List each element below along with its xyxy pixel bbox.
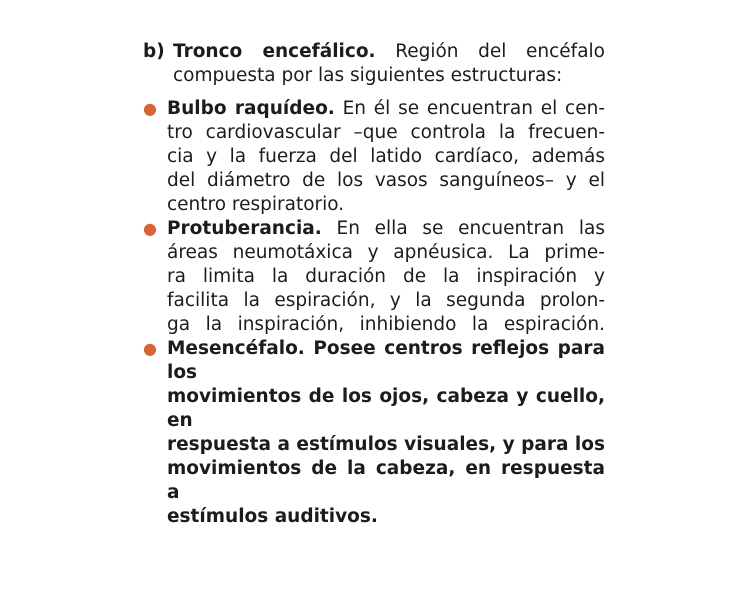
list-item-protuberancia: [143, 217, 605, 337]
item-line: estímulos auditivos.: [167, 506, 378, 527]
list-item-body: [167, 217, 605, 337]
section-marker: b): [143, 41, 165, 62]
section-line-1: [173, 40, 605, 64]
item-line: del diámetro de los vasos sanguíneos– y el: [167, 170, 605, 191]
item-line: ra limita la duración de la inspiración y: [167, 266, 605, 287]
list-item-body: [167, 337, 605, 529]
list-item-bulbo: [143, 97, 605, 217]
item-line: [167, 217, 605, 241]
item-line: respuesta a estímulos visuales, y para los: [167, 434, 605, 455]
item-line-text: Posee centros reflejos para los: [167, 338, 605, 383]
item-line: tro cardiovascular –que controla la frecuen-: [167, 122, 605, 143]
item-line: cia y la fuerza del latido cardíaco, además: [167, 146, 605, 167]
item-line: movimientos de los ojos, cabeza y cuello, en: [167, 386, 605, 431]
item-line-text: En ella se encuentran las: [321, 218, 605, 239]
item-term: Protuberancia.: [167, 218, 322, 239]
item-line: movimientos de la cabeza, en respuesta a: [167, 458, 605, 503]
item-term: Bulbo raquídeo.: [167, 98, 335, 119]
section-line-1-text: Región del encéfalo: [375, 41, 605, 62]
bullet-icon: ●: [143, 219, 157, 238]
bullet-icon: ●: [143, 339, 157, 358]
list-item-mesencefalo: [143, 337, 605, 529]
structure-list: [143, 97, 605, 529]
list-item-body: [167, 97, 605, 217]
section-term: Tronco encefálico.: [173, 41, 376, 62]
document-page: [143, 40, 605, 529]
item-term: Mesencéfalo.: [167, 338, 305, 359]
section-intro: [173, 40, 605, 88]
bullet-icon: ●: [143, 99, 157, 118]
item-line: ga la inspiración, inhibiendo la espiración.: [167, 314, 605, 335]
item-line-text: En él se encuentran el cen-: [334, 98, 605, 119]
section-heading: [143, 40, 605, 88]
item-line: [167, 337, 605, 385]
item-line: [167, 97, 605, 121]
section-line-2: compuesta por las siguientes estructuras:: [173, 65, 563, 86]
item-line: facilita la espiración, y la segunda prolon-: [167, 290, 605, 311]
item-line: centro respiratorio.: [167, 194, 345, 215]
item-line: áreas neumotáxica y apnéusica. La prime-: [167, 242, 605, 263]
